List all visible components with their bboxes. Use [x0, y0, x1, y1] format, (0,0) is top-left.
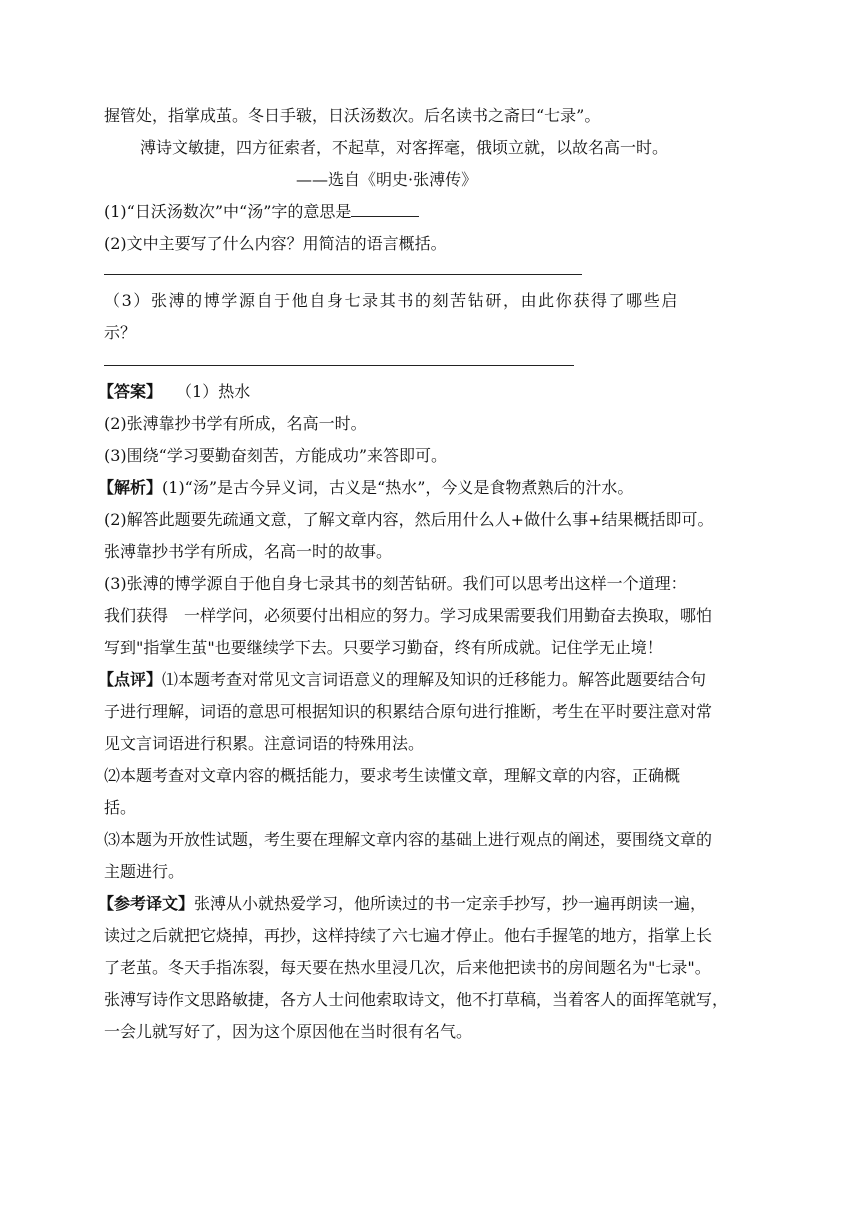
question-3-line-1: （3）张溥的博学源自于他自身七录其书的刻苦钻研，由此你获得了哪些启	[104, 291, 679, 310]
translation-text-1: 张溥从小就热爱学习，他所读过的书一定亲手抄写，抄一遍再朗读一遍，	[194, 894, 707, 913]
comment-1-line-1: ⑴本题考查对常见文言词语意义的理解及知识的迁移能力。解答此题要结合句	[162, 670, 707, 689]
answer-3: (3)围绕“学习要勤奋刻苦，方能成功”来答即可。	[104, 446, 448, 465]
question-1-text: (1)“日沃汤数次”中“汤”字的意思是	[104, 202, 352, 221]
analysis-tag: 【解析】	[98, 478, 163, 497]
comment-2-line-2: 括。	[104, 798, 137, 817]
analysis-2-line-2: 张溥靠抄书学有所成，名高一时的故事。	[104, 542, 393, 561]
document-page	[98, 100, 784, 1048]
passage-source: ——选自《明史·张溥传》	[296, 170, 478, 189]
comment-3-line-2: 主题进行。	[104, 862, 185, 881]
passage-line-2: 溥诗文敏捷，四方征索者，不起草，对客挥毫，俄顷立就，以故名高一时。	[140, 138, 669, 157]
translation-line-5: 一会儿就写好了，因为这个原因他在当时很有名气。	[104, 1022, 473, 1041]
analysis-2-line-1: (2)解答此题要先疏通文意，了解文章内容，然后用什么人+做什么事+结果概括即可。	[104, 510, 714, 529]
comment-1-line-2: 子进行理解，词语的意思可根据知识的积累结合原句进行推断，考生在平时要注意对常	[104, 702, 713, 721]
comment-line-1	[98, 664, 784, 696]
analysis-1: (1)“汤”是古今异义词，古义是“热水”，今义是食物煮熟后的汁水。	[162, 478, 634, 497]
analysis-3-line-1: (3)张溥的博学源自于他自身七录其书的刻苦钻研。我们可以思考出这样一个道理：	[104, 574, 687, 593]
answer-line-q3[interactable]	[104, 365, 574, 366]
answer-blank[interactable]	[351, 198, 419, 217]
comment-3-line-1: ⑶本题为开放性试题，考生要在理解文章内容的基础上进行观点的阐述，要围绕文章的	[104, 830, 713, 849]
comment-tag: 【点评】	[98, 670, 163, 689]
translation-line-4: 张溥写诗作文思路敏捷，各方人士问他索取诗文，他不打草稿，当着客人的面挥笔就写，	[104, 990, 729, 1009]
translation-line-3: 了老茧。冬天手指冻裂，每天要在热水里浸几次，后来他把读书的房间题名为"七录"。	[104, 958, 711, 977]
analysis-line-1	[98, 472, 784, 504]
answer-2: (2)张溥靠抄书学有所成，名高一时。	[104, 414, 367, 433]
answer-line-q2[interactable]	[104, 274, 582, 275]
translation-line-2: 读过之后就把它烧掉，再抄，这样持续了六七遍才停止。他右手握笔的地方，指掌上长	[104, 926, 713, 945]
comment-2-line-1: ⑵本题考查对文章内容的概括能力，要求考生读懂文章，理解文章的内容，正确概	[104, 766, 681, 785]
translation-line-1	[98, 888, 784, 920]
answer-1: （1）热水	[184, 382, 251, 401]
question-1	[104, 196, 784, 228]
question-3-line-2: 示？	[104, 323, 137, 342]
translation-tag: 【参考译文】	[98, 894, 195, 913]
analysis-3-line-2: 我们获得 一样学问，必须要付出相应的努力。学习成果需要我们用勤奋去换取，哪怕	[104, 606, 713, 625]
passage-line-1: 握管处，指掌成茧。冬日手皲，日沃汤数次。后名读书之斋曰“七录”。	[104, 106, 601, 125]
answer-heading-line	[98, 376, 784, 408]
analysis-3-line-3: 写到"指掌生茧"也要继续学下去。只要学习勤奋，终有所成就。记住学无止境！	[104, 638, 663, 657]
comment-1-line-3: 见文言词语进行积累。注意词语的特殊用法。	[104, 734, 425, 753]
question-2: (2)文中主要写了什么内容？用简洁的语言概括。	[104, 234, 447, 253]
answer-tag: 【答案】	[98, 382, 163, 401]
